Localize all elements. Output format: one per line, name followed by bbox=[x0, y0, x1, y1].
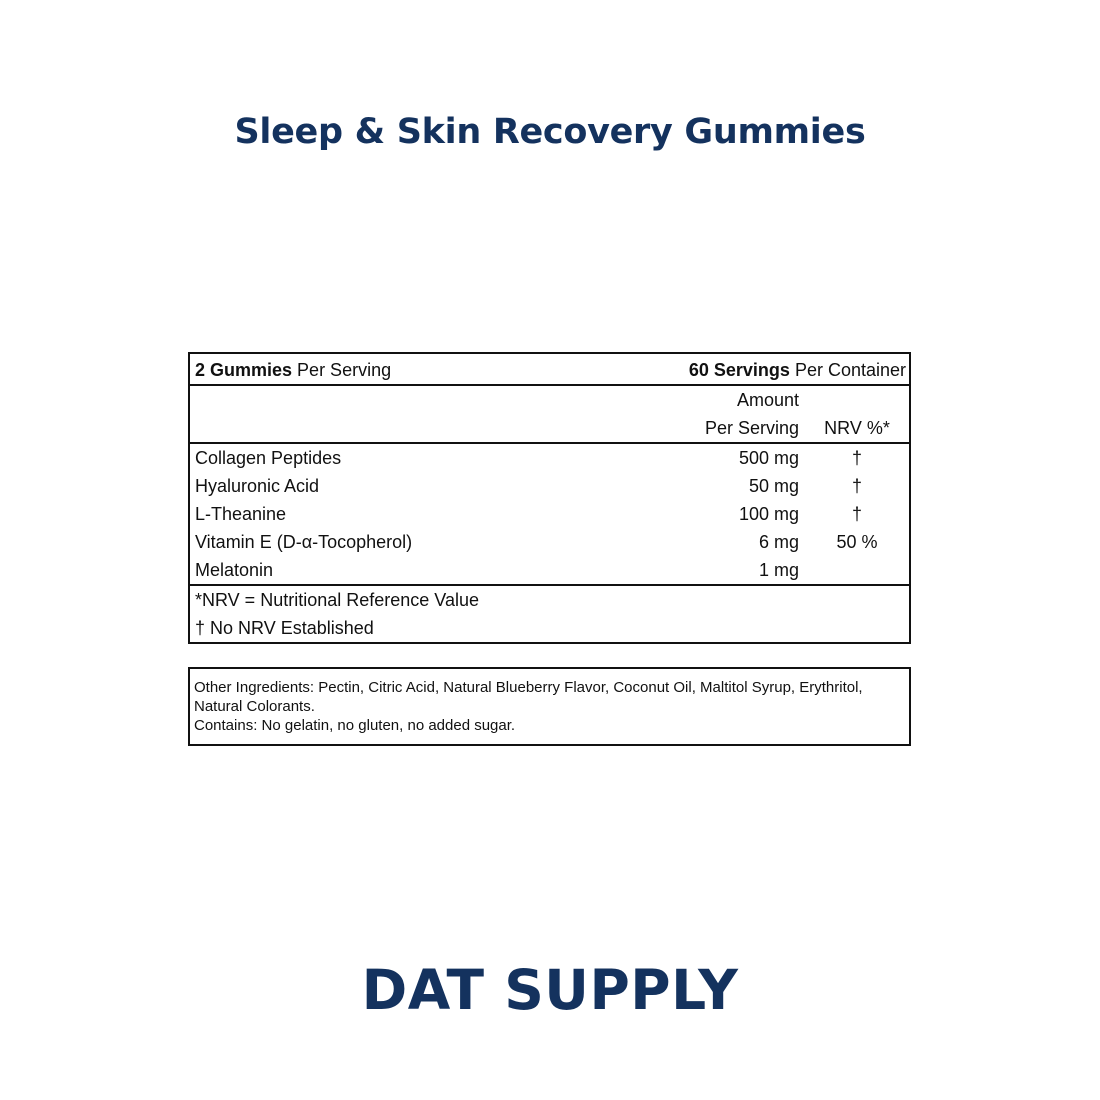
servings-rest: Per Container bbox=[789, 360, 906, 380]
other-ingredients-line-2: Natural Colorants. bbox=[194, 698, 315, 715]
nutrient-name: Melatonin bbox=[195, 560, 274, 580]
nutrient-name: L-Theanine bbox=[195, 504, 287, 524]
other-ingredients-box bbox=[188, 667, 911, 746]
nutrient-amount: 500 mg bbox=[738, 448, 799, 468]
footnote-no-nrv: † No NRV Established bbox=[195, 618, 374, 638]
serving-size-rest: Per Serving bbox=[292, 360, 392, 380]
nutrient-name: Collagen Peptides bbox=[195, 448, 342, 468]
nutrient-row bbox=[190, 472, 909, 500]
supplement-facts-panel bbox=[188, 352, 911, 644]
nutrient-row bbox=[190, 500, 909, 528]
serving-size bbox=[195, 356, 391, 384]
serving-size-bold: 2 Gummies bbox=[195, 360, 293, 380]
footnote-row bbox=[190, 614, 909, 642]
nutrient-name: Hyaluronic Acid bbox=[195, 476, 320, 496]
nutrient-row bbox=[190, 528, 909, 556]
other-ingredients-line-1: Other Ingredients: Pectin, Citric Acid, Natural Blueberry Flavor, Coconut Oil, Maltitol Syrup, Erythritol, bbox=[194, 679, 863, 696]
column-header-row-1 bbox=[190, 386, 909, 414]
header-per-serving: Per Serving bbox=[704, 418, 799, 438]
nutrient-amount: 1 mg bbox=[758, 560, 799, 580]
product-title: Sleep & Skin Recovery Gummies bbox=[234, 112, 866, 152]
nutrient-name: Vitamin E (D-α-Tocopherol) bbox=[195, 532, 413, 552]
nutrient-nrv: 50 % bbox=[836, 532, 878, 552]
nutrient-nrv: † bbox=[851, 504, 862, 524]
nutrient-amount: 100 mg bbox=[738, 504, 799, 524]
brand-logo-text: DAT SUPPLY bbox=[361, 958, 739, 1022]
nutrient-row bbox=[190, 556, 909, 584]
nutrient-nrv: † bbox=[851, 476, 862, 496]
nutrient-nrv: † bbox=[851, 448, 862, 468]
footnote-nrv-definition: *NRV = Nutritional Reference Value bbox=[195, 590, 479, 610]
servings-bold: 60 Servings bbox=[688, 360, 790, 380]
column-header-row-2 bbox=[190, 414, 909, 442]
serving-info-row bbox=[190, 356, 909, 384]
header-amount: Amount bbox=[736, 390, 799, 410]
contains-statement: Contains: No gelatin, no gluten, no added sugar. bbox=[194, 717, 516, 734]
nutrient-amount: 50 mg bbox=[748, 476, 799, 496]
servings-per-container bbox=[689, 356, 906, 384]
nutrient-amount: 6 mg bbox=[758, 532, 799, 552]
footnote-row bbox=[190, 586, 909, 614]
nutrient-row bbox=[190, 444, 909, 472]
header-nrv: NRV %* bbox=[824, 418, 890, 438]
